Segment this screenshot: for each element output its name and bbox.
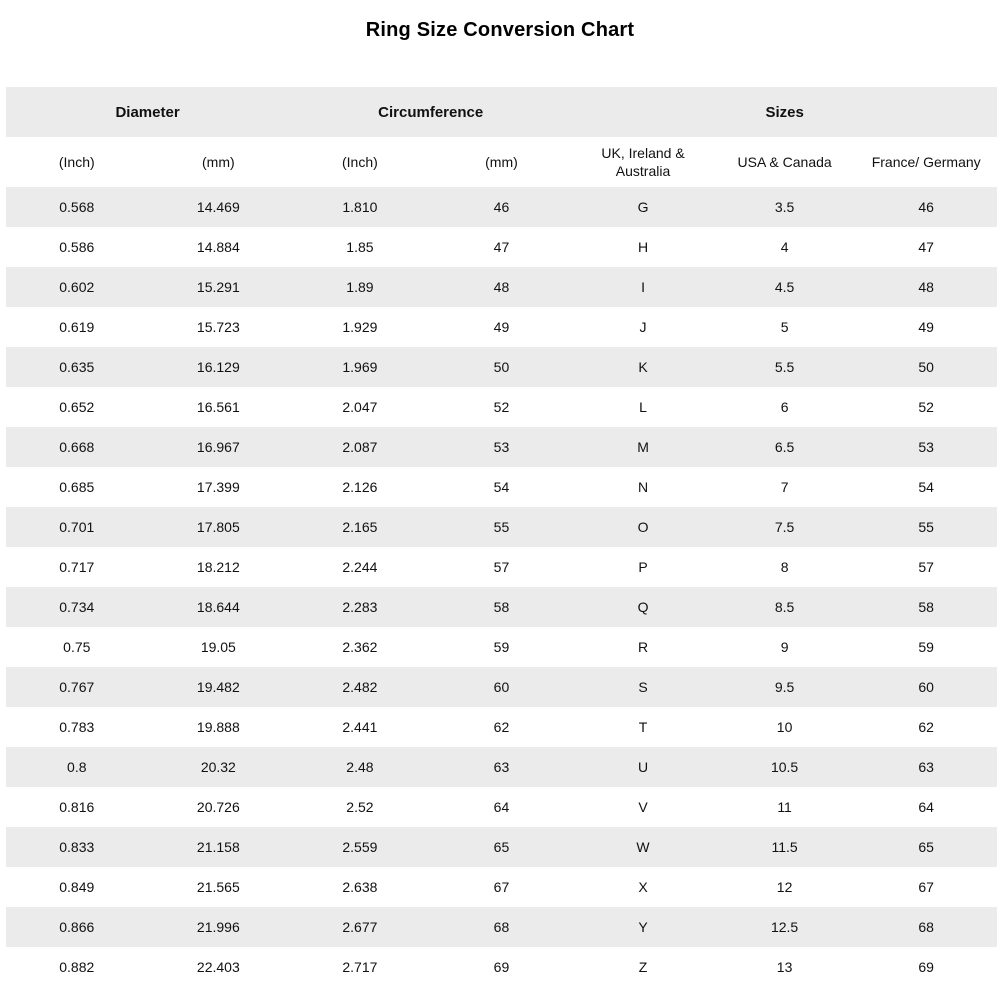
cell-circumference-inch: 1.89	[346, 279, 374, 295]
table-row	[6, 707, 997, 747]
cell-diameter-inch: 0.586	[59, 239, 95, 255]
table-row	[6, 907, 997, 947]
cell-diameter-mm: 22.403	[196, 959, 240, 975]
cell-circumference-mm: 47	[493, 239, 510, 255]
cell-circumference-inch: 1.85	[346, 239, 374, 255]
cell-diameter-mm: 21.565	[196, 879, 240, 895]
table-row	[6, 867, 997, 907]
cell-circumference-inch: 1.929	[342, 319, 378, 335]
cell-circumference-mm: 50	[493, 359, 510, 375]
cell-size-uk-ireland-australia: W	[636, 839, 650, 855]
cell-diameter-inch: 0.734	[59, 599, 95, 615]
cell-size-uk-ireland-australia: R	[637, 639, 649, 655]
cell-diameter-mm: 16.967	[196, 439, 240, 455]
column-header-diameter-inch: (Inch)	[6, 137, 148, 187]
cell-size-uk-ireland-australia: T	[638, 719, 648, 735]
cell-circumference-mm: 57	[493, 559, 510, 575]
cell-diameter-inch: 0.652	[59, 399, 95, 415]
cell-circumference-inch: 2.52	[346, 799, 374, 815]
cell-size-uk-ireland-australia: V	[638, 799, 648, 815]
cell-size-usa-canada: 10	[776, 719, 793, 735]
cell-size-france-germany: 67	[918, 879, 934, 895]
table-row	[6, 547, 997, 587]
cell-diameter-inch: 0.701	[59, 519, 95, 535]
column-group-sizes: Sizes	[572, 87, 997, 137]
cell-size-france-germany: 69	[918, 959, 934, 975]
cell-size-usa-canada: 9	[780, 639, 789, 655]
table-header	[6, 87, 997, 187]
cell-size-france-germany: 60	[918, 679, 934, 695]
cell-size-usa-canada: 3.5	[774, 199, 795, 215]
cell-size-france-germany: 58	[918, 599, 934, 615]
table-row	[6, 747, 997, 787]
cell-size-usa-canada: 13	[776, 959, 793, 975]
cell-diameter-inch: 0.8	[67, 759, 87, 775]
column-header-size-uk-ireland-australia: UK, Ireland & Australia	[572, 137, 714, 187]
cell-diameter-mm: 16.129	[196, 359, 240, 375]
cell-size-uk-ireland-australia: P	[638, 559, 648, 575]
cell-circumference-inch: 2.283	[342, 599, 378, 615]
cell-diameter-inch: 0.816	[59, 799, 95, 815]
cell-circumference-inch: 2.48	[346, 759, 374, 775]
cell-size-uk-ireland-australia: X	[638, 879, 648, 895]
cell-size-usa-canada: 9.5	[774, 679, 795, 695]
cell-diameter-mm: 16.561	[196, 399, 240, 415]
cell-size-uk-ireland-australia: O	[637, 519, 649, 535]
table-row	[6, 227, 997, 267]
cell-diameter-mm: 14.884	[196, 239, 240, 255]
cell-circumference-inch: 2.126	[342, 479, 378, 495]
cell-diameter-mm: 21.158	[196, 839, 240, 855]
cell-diameter-inch: 0.783	[59, 719, 95, 735]
cell-size-uk-ireland-australia: G	[637, 199, 649, 215]
cell-circumference-mm: 59	[493, 639, 510, 655]
cell-size-uk-ireland-australia: L	[639, 399, 647, 415]
cell-size-uk-ireland-australia: J	[639, 319, 647, 335]
cell-diameter-inch: 0.685	[59, 479, 95, 495]
cell-size-usa-canada: 11	[777, 799, 792, 815]
table-row	[6, 307, 997, 347]
cell-size-france-germany: 64	[918, 799, 934, 815]
cell-diameter-mm: 20.32	[200, 759, 236, 775]
cell-size-usa-canada: 6.5	[774, 439, 795, 455]
cell-circumference-inch: 1.810	[342, 199, 378, 215]
cell-size-france-germany: 65	[918, 839, 934, 855]
cell-diameter-mm: 19.05	[200, 639, 236, 655]
cell-circumference-mm: 58	[493, 599, 510, 615]
cell-circumference-mm: 62	[493, 719, 510, 735]
column-group-diameter: Diameter	[6, 87, 289, 137]
cell-diameter-inch: 0.602	[59, 279, 95, 295]
cell-circumference-mm: 69	[493, 959, 510, 975]
cell-diameter-mm: 18.644	[196, 599, 240, 615]
page-title: Ring Size Conversion Chart	[365, 19, 635, 41]
cell-circumference-inch: 2.677	[342, 919, 378, 935]
cell-size-usa-canada: 7.5	[774, 519, 795, 535]
column-group-row	[6, 87, 997, 137]
cell-size-usa-canada: 8.5	[774, 599, 795, 615]
column-header-circumference-mm: (mm)	[431, 137, 573, 187]
table-row	[6, 787, 997, 827]
column-group-circumference: Circumference	[289, 87, 572, 137]
column-header-size-france-germany: France/ Germany	[855, 137, 997, 187]
cell-diameter-mm: 18.212	[196, 559, 240, 575]
cell-size-usa-canada: 4	[780, 239, 789, 255]
cell-size-uk-ireland-australia: I	[641, 279, 645, 295]
cell-diameter-inch: 0.767	[59, 679, 95, 695]
table-row	[6, 347, 997, 387]
cell-diameter-mm: 20.726	[196, 799, 240, 815]
cell-size-france-germany: 62	[918, 719, 934, 735]
cell-diameter-inch: 0.866	[59, 919, 95, 935]
cell-circumference-mm: 68	[493, 919, 510, 935]
cell-diameter-mm: 21.996	[196, 919, 240, 935]
cell-diameter-mm: 17.805	[196, 519, 240, 535]
table-row	[6, 827, 997, 867]
cell-diameter-inch: 0.717	[59, 559, 95, 575]
cell-circumference-inch: 2.087	[342, 439, 378, 455]
cell-size-france-germany: 68	[918, 919, 934, 935]
cell-size-france-germany: 50	[918, 359, 934, 375]
cell-size-france-germany: 63	[918, 759, 934, 775]
cell-diameter-inch: 0.75	[63, 639, 91, 655]
cell-circumference-inch: 1.969	[342, 359, 378, 375]
cell-size-uk-ireland-australia: K	[638, 359, 648, 375]
cell-circumference-mm: 49	[493, 319, 510, 335]
table-row	[6, 267, 997, 307]
cell-diameter-mm: 15.723	[196, 319, 240, 335]
cell-size-france-germany: 57	[918, 559, 934, 575]
cell-size-uk-ireland-australia: U	[637, 759, 649, 775]
cell-circumference-mm: 65	[493, 839, 510, 855]
cell-size-france-germany: 46	[918, 199, 934, 215]
cell-size-usa-canada: 4.5	[774, 279, 795, 295]
cell-diameter-inch: 0.568	[59, 199, 95, 215]
cell-diameter-mm: 15.291	[196, 279, 240, 295]
cell-circumference-inch: 2.362	[342, 639, 378, 655]
table-body	[6, 187, 997, 987]
cell-circumference-mm: 64	[493, 799, 510, 815]
cell-size-usa-canada: 8	[780, 559, 789, 575]
title-section	[0, 0, 1000, 87]
cell-size-usa-canada: 7	[780, 479, 789, 495]
cell-size-uk-ireland-australia: Q	[637, 599, 649, 615]
cell-diameter-inch: 0.635	[59, 359, 95, 375]
cell-size-uk-ireland-australia: S	[638, 679, 648, 695]
cell-size-france-germany: 47	[918, 239, 934, 255]
cell-size-france-germany: 54	[918, 479, 934, 495]
table-row	[6, 387, 997, 427]
cell-size-uk-ireland-australia: M	[637, 439, 649, 455]
cell-diameter-inch: 0.833	[59, 839, 95, 855]
cell-circumference-mm: 63	[493, 759, 510, 775]
cell-circumference-inch: 2.559	[342, 839, 378, 855]
cell-circumference-mm: 48	[493, 279, 510, 295]
cell-size-uk-ireland-australia: Z	[638, 959, 648, 975]
cell-size-usa-canada: 11.5	[771, 839, 798, 855]
cell-circumference-mm: 60	[493, 679, 510, 695]
cell-circumference-mm: 52	[493, 399, 510, 415]
cell-circumference-inch: 2.638	[342, 879, 378, 895]
table-row	[6, 627, 997, 667]
cell-circumference-mm: 54	[493, 479, 510, 495]
column-header-row	[6, 137, 997, 187]
ring-size-conversion-table	[6, 87, 997, 987]
column-header-circumference-inch: (Inch)	[289, 137, 431, 187]
cell-diameter-inch: 0.668	[59, 439, 95, 455]
cell-circumference-mm: 53	[493, 439, 510, 455]
cell-circumference-inch: 2.165	[342, 519, 378, 535]
cell-diameter-mm: 19.888	[196, 719, 240, 735]
cell-size-france-germany: 48	[918, 279, 934, 295]
column-header-size-usa-canada: USA & Canada	[714, 137, 856, 187]
cell-size-france-germany: 59	[918, 639, 934, 655]
cell-size-france-germany: 55	[918, 519, 934, 535]
cell-size-usa-canada: 6	[780, 399, 789, 415]
cell-circumference-inch: 2.441	[342, 719, 378, 735]
cell-circumference-mm: 67	[493, 879, 510, 895]
cell-size-usa-canada: 5.5	[774, 359, 795, 375]
cell-diameter-mm: 14.469	[196, 199, 240, 215]
column-header-diameter-mm: (mm)	[148, 137, 290, 187]
cell-size-france-germany: 49	[918, 319, 934, 335]
cell-size-usa-canada: 5	[780, 319, 789, 335]
cell-diameter-inch: 0.619	[59, 319, 95, 335]
cell-size-uk-ireland-australia: N	[637, 479, 649, 495]
cell-circumference-mm: 46	[493, 199, 510, 215]
table-row	[6, 947, 997, 987]
cell-diameter-mm: 19.482	[196, 679, 240, 695]
cell-size-france-germany: 52	[918, 399, 934, 415]
table-row	[6, 507, 997, 547]
table-row	[6, 667, 997, 707]
cell-diameter-mm: 17.399	[196, 479, 240, 495]
table-row	[6, 587, 997, 627]
cell-size-france-germany: 53	[918, 439, 934, 455]
cell-circumference-inch: 2.482	[342, 679, 378, 695]
cell-diameter-inch: 0.882	[59, 959, 95, 975]
cell-circumference-mm: 55	[493, 519, 510, 535]
cell-diameter-inch: 0.849	[59, 879, 95, 895]
cell-circumference-inch: 2.244	[342, 559, 378, 575]
cell-size-usa-canada: 12	[776, 879, 793, 895]
table-row	[6, 427, 997, 467]
table-row	[6, 467, 997, 507]
table-row	[6, 187, 997, 227]
cell-size-usa-canada: 10.5	[770, 759, 799, 775]
cell-size-uk-ireland-australia: H	[637, 239, 649, 255]
cell-circumference-inch: 2.717	[342, 959, 378, 975]
cell-circumference-inch: 2.047	[342, 399, 378, 415]
cell-size-uk-ireland-australia: Y	[638, 919, 648, 935]
cell-size-usa-canada: 12.5	[770, 919, 799, 935]
